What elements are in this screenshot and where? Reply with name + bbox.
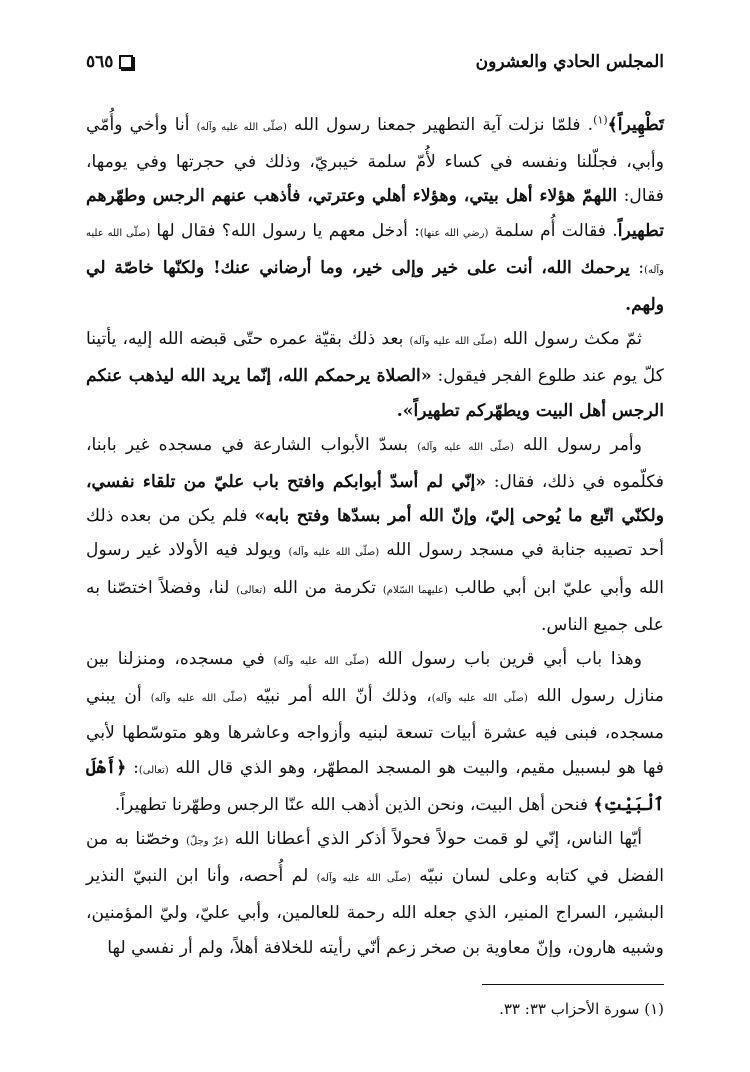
text-run: تَطْهِيراً﴾ xyxy=(607,115,664,135)
honorific-text: (صلّى الله عليه وآله) xyxy=(431,693,528,705)
text-run: في مسجده، ومنزلنا بين منازل رسول الله xyxy=(86,649,664,707)
honorific-text: (تعالى) xyxy=(138,764,169,776)
text-run: ويولد فيه الأولاد غير رسول الله وأبي عليّ ابن أبي طالب xyxy=(86,540,664,598)
paragraph xyxy=(86,822,664,965)
honorific-text: (صلّى الله عليه وآله) xyxy=(288,547,380,559)
honorific-text: (صلّى الله عليه وآله) xyxy=(86,227,664,276)
honorific-text: (عزّ وجلّ) xyxy=(186,836,229,848)
text-run: أن يبني مسجده، فبنى فيه عشرة أبيات تسعة لبنيه وأزواجه وعاشرها وهو متوسّطها لأبي فها هو لبسبيل مقيم، والبيت هو المسجد المطهّر، وهو الذي قال الله xyxy=(86,686,664,778)
text-run: ، وذلك أنّ الله أمر نبيّه xyxy=(246,686,432,707)
text-run: بعد ذلك بقيّة عمره حتّى قبضه الله إليه، يأتينا كلّ يوم عند طلوع الفجر فيقول: xyxy=(86,329,664,387)
paragraph xyxy=(86,642,664,822)
text-run: أيّها الناس، إنّي لو قمت حولاً فحولاً أذكر الذي أعطانا الله xyxy=(228,829,642,850)
text-run: : أدخل معهم يا رسول الله؟ فقال لها xyxy=(150,220,420,241)
footnote: (١) سورة الأحزاب ٣٣: ٣٣. xyxy=(499,1000,664,1018)
square-icon xyxy=(119,55,133,69)
text-run: بسدّ الأبواب الشارعة في مسجده غير بابنا، فكلّموه في ذلك، فقال: xyxy=(86,434,664,493)
honorific-text: (صلّى الله عليه وآله) xyxy=(409,336,497,348)
text-run: وأمر رسول الله xyxy=(513,434,642,455)
text-run: فلم يكن من بعده ذلك أحد تصيبه جنابة في مسجد رسول الله xyxy=(86,506,665,561)
honorific-text: (رضي الله عنها) xyxy=(419,227,489,239)
text-run: أنا وأخي وأُمّي وأبي، فجلّلنا ونفسه في كساء لأُمّ سلمة خيبريّ، وذلك في حجرتها وفي يومها، فقال: xyxy=(86,115,665,207)
page-number: ٥٦٥ xyxy=(86,52,114,72)
text-run: «إنّي لم أسدّ أبوابكم وافتح باب عليّ من تلقاء نفسي، ولكنّي اتّبع ما يُوحى إليّ، وإنّ الله أمر بسدّها وفتح بابه» xyxy=(86,472,664,527)
text-run: لنا، وفضلاً اختصّنا به على جميع الناس. xyxy=(86,577,664,635)
paragraph xyxy=(86,108,664,322)
footnote-divider xyxy=(482,984,664,985)
honorific-text: (صلّى الله عليه وآله) xyxy=(316,873,411,885)
text-run: ثمّ مكث رسول الله xyxy=(496,329,642,350)
text-run: وخصّنا به من الفضل في كتابه وعلى لسان نبيّه xyxy=(86,829,664,887)
honorific-text: (عليهما السّلام) xyxy=(382,584,448,596)
text-run: ﴿أَهْلَ ٱلْبَيْتِ﴾ xyxy=(86,757,664,815)
footnote-marker: (١) xyxy=(593,113,608,127)
chapter-title: المجلس الحادي والعشرون xyxy=(475,52,664,72)
text-run: تكرمة من الله xyxy=(266,577,383,598)
text-run: اللهمّ هؤلاء أهل بيتي، وهؤلاء أهلي وعترتي، فأذهب عنهم الرجس وطهّرهم تطهيراً xyxy=(86,186,664,241)
paragraph xyxy=(86,428,664,642)
body-text xyxy=(86,108,664,965)
text-run: يرحمك الله، أنت على خير وإلى خير، وما أرضاني عنك! ولكنّها خاصّة لي ولهم. xyxy=(86,257,664,316)
honorific-text: (صلّى الله عليه وآله) xyxy=(150,693,247,705)
text-run: : xyxy=(126,757,139,778)
page-number-group xyxy=(86,52,133,72)
honorific-text: (تعالى) xyxy=(236,584,267,596)
text-run: . فقالت أُم سلمة xyxy=(488,220,618,241)
text-run: لم أُحصه، وأنا ابن النبيّ النذير البشير، السراج المنير، الذي جعله الله رحمة للعالمين، وأبي عليّ، وليّ المؤمنين، وشبيه هارون، وإنّ معاوية بن صخر زعم أنّي رأيته للخلافة أهلاً، ولم أر نفسي لها xyxy=(86,866,664,958)
running-header xyxy=(86,46,664,78)
text-run: : xyxy=(629,257,645,278)
text-run: وهذا باب أبي قرين باب رسول الله xyxy=(368,649,642,670)
text-run: «الصلاة يرحمكم الله، إنّما يريد الله ليذهب عنكم الرجس أهل البيت ويطهّركم تطهيراً». xyxy=(86,366,664,421)
honorific-text: (صلّى الله عليه وآله) xyxy=(273,656,369,668)
honorific-text: (صلّى الله عليه وآله) xyxy=(196,122,287,133)
text-run: . فلمّا نزلت آية التطهير جمعنا رسول الله xyxy=(286,115,594,135)
text-run: فنحن أهل البيت، ونحن الذين أذهب الله عنّا الرجس وطهّرنا تطهيراً. xyxy=(114,794,594,815)
honorific-text: (صلّى الله عليه وآله) xyxy=(417,441,514,453)
paragraph xyxy=(86,322,664,428)
